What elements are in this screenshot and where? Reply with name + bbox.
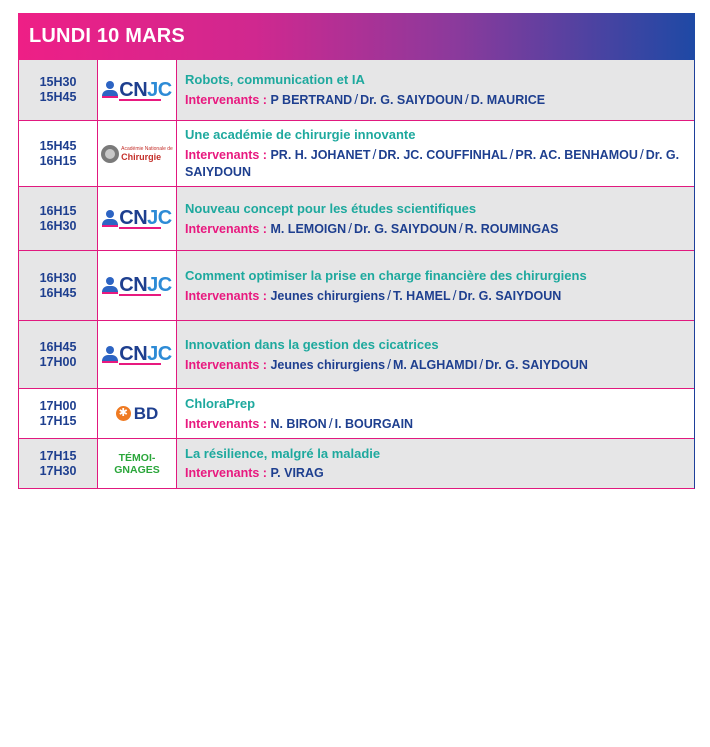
speaker-name: Dr. G. SAIYDOUN [185, 148, 680, 179]
speakers-line [185, 146, 686, 181]
person-icon [102, 346, 118, 363]
sponsor-logo-cell [98, 121, 177, 186]
speaker-name: N. BIRON [270, 416, 327, 431]
start-time: 17H15 [39, 448, 77, 463]
time-slot [19, 60, 98, 120]
speaker-separator: / [458, 219, 463, 236]
speakers-label: Intervenants : [185, 416, 267, 431]
end-time: 16H30 [39, 218, 77, 233]
sponsor-logo-cell [98, 251, 177, 320]
cnjc-cn: CN [119, 343, 148, 365]
speaker-separator: / [387, 286, 391, 303]
speakers-line [185, 220, 686, 238]
speaker-separator: / [479, 355, 484, 372]
speaker-name: T. HAMEL [392, 288, 451, 303]
day-title: LUNDI 10 MARS [29, 25, 185, 47]
start-time: 15H45 [39, 138, 77, 153]
speaker-name: R. ROUMINGAS [464, 221, 559, 236]
sponsor-logo-cell [98, 389, 177, 438]
time-slot [19, 439, 98, 488]
cnjc-cn: CN [119, 207, 148, 229]
speakers-label: Intervenants : [185, 221, 267, 236]
speakers-line [185, 91, 686, 109]
session-row [19, 388, 694, 438]
speakers-line [185, 465, 686, 482]
speaker-name: Jeunes chirurgiens [270, 288, 386, 303]
speaker-name: I. BOURGAIN [334, 416, 414, 431]
cnjc-jc: JC [147, 343, 172, 365]
session-row [19, 438, 694, 488]
academie-logo-small: Académie Nationale de [121, 145, 173, 152]
session-row [19, 320, 694, 388]
time-slot [19, 389, 98, 438]
start-time: 15H30 [39, 75, 77, 89]
cnjc-jc: JC [147, 207, 172, 229]
person-icon [102, 210, 118, 227]
speaker-separator: / [639, 146, 644, 162]
speakers-line [185, 356, 686, 374]
end-time: 16H15 [39, 153, 77, 168]
session-title: Une académie de chirurgie innovante [185, 127, 416, 142]
cnjc-logo [102, 275, 171, 296]
session-content [177, 389, 694, 438]
academie-logo-big: Chirurgie [121, 151, 162, 162]
end-time: 15H45 [39, 90, 77, 104]
speaker-name: Dr. G. SAIYDOUN [485, 357, 588, 372]
bd-logo [116, 404, 159, 424]
speakers-label: Intervenants : [185, 288, 267, 303]
session-content [177, 60, 694, 120]
speakers-label: Intervenants : [185, 357, 267, 372]
speakers-label: Intervenants : [185, 148, 267, 162]
sponsor-logo-cell [98, 439, 177, 488]
session-content [177, 321, 694, 388]
speaker-name: P BERTRAND [270, 93, 353, 107]
time-slot [19, 187, 98, 250]
time-slot [19, 251, 98, 320]
speaker-separator: / [387, 355, 391, 372]
bd-star-icon: ✱ [116, 406, 131, 421]
temoignages-label [114, 452, 160, 476]
person-icon [102, 277, 118, 294]
time-slot [19, 121, 98, 186]
schedule-table [18, 60, 695, 489]
session-row [19, 60, 694, 120]
end-time: 17H30 [39, 463, 77, 478]
speaker-name: Dr. G. SAIYDOUN [458, 288, 562, 303]
speaker-separator: / [509, 146, 514, 162]
end-time: 17H00 [39, 354, 77, 369]
speakers-label: Intervenants : [185, 93, 267, 107]
speaker-name: D. MAURICE [470, 93, 546, 107]
speaker-name: M. LEMOIGN [270, 221, 347, 236]
session-row [19, 250, 694, 320]
session-content [177, 187, 694, 250]
session-title: Robots, communication et IA [185, 72, 365, 87]
speakers-line [185, 415, 686, 433]
end-time: 17H15 [39, 413, 77, 428]
speaker-name: PR. AC. BENHAMOU [515, 148, 638, 162]
start-time: 16H45 [39, 339, 77, 354]
session-row [19, 186, 694, 250]
session-title: Nouveau concept pour les études scientifiques [185, 200, 477, 216]
speaker-separator: / [328, 414, 333, 431]
session-row [19, 120, 694, 186]
sponsor-logo-cell [98, 60, 177, 120]
speakers-label: Intervenants : [185, 466, 267, 480]
start-time: 17H00 [39, 398, 77, 413]
session-title: Innovation dans la gestion des cicatrices [185, 336, 439, 352]
start-time: 16H30 [39, 270, 77, 285]
speaker-separator: / [348, 219, 353, 236]
session-title: La résilience, malgré la maladie [185, 446, 381, 461]
session-content [177, 251, 694, 320]
session-content [177, 121, 694, 186]
cnjc-cn: CN [119, 274, 148, 296]
cnjc-logo [102, 344, 171, 365]
day-header [18, 13, 695, 60]
speaker-name: Dr. G. SAIYDOUN [360, 93, 463, 107]
cnjc-jc: JC [147, 78, 172, 101]
sponsor-logo-cell [98, 187, 177, 250]
session-title: Comment optimiser la prise en charge financière des chirurgiens [185, 267, 587, 283]
speaker-separator: / [464, 91, 469, 107]
cnjc-logo [102, 208, 171, 229]
speaker-name: PR. H. JOHANET [270, 148, 371, 162]
speaker-name: Jeunes chirurgiens [270, 357, 386, 372]
speaker-name: DR. JC. COUFFINHAL [378, 148, 508, 162]
speaker-separator: / [354, 91, 359, 107]
person-icon [102, 81, 118, 98]
time-slot [19, 321, 98, 388]
cnjc-logo [102, 80, 171, 101]
speakers-line [185, 287, 686, 305]
sponsor-logo-cell [98, 321, 177, 388]
temoignages-line2: GNAGES [114, 463, 160, 476]
end-time: 16H45 [39, 285, 77, 300]
bd-logo-text: BD [133, 403, 159, 423]
speaker-name: M. ALGHAMDI [392, 357, 478, 372]
temoignages-line1: TÉMOI- [118, 451, 156, 464]
session-content [177, 439, 694, 488]
academie-logo [101, 145, 173, 163]
speaker-separator: / [372, 146, 377, 162]
speaker-name: P. VIRAG [270, 466, 324, 480]
cnjc-cn: CN [119, 78, 148, 101]
academie-emblem-icon [101, 145, 119, 163]
session-title: ChloraPrep [185, 395, 256, 411]
speaker-separator: / [452, 286, 457, 303]
cnjc-jc: JC [147, 274, 172, 296]
start-time: 16H15 [39, 203, 77, 218]
speaker-name: Dr. G. SAIYDOUN [354, 221, 457, 236]
